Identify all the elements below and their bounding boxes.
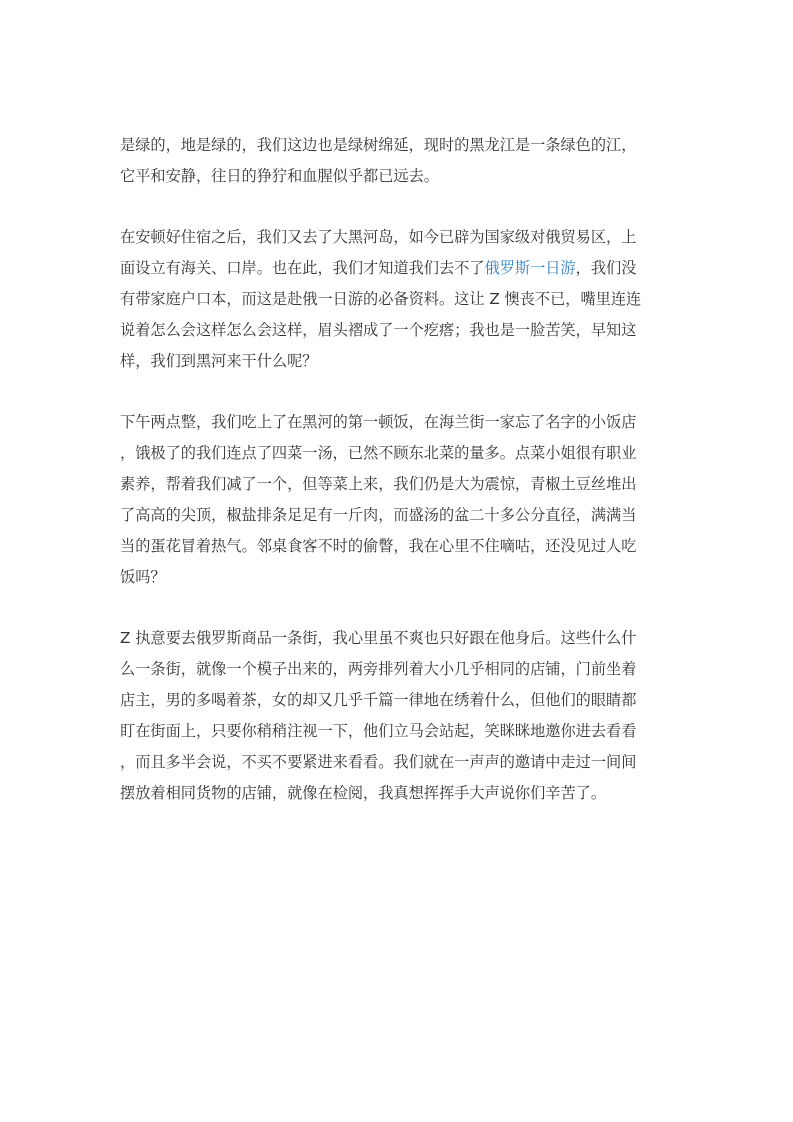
paragraph-2 (120, 222, 680, 377)
text-segment: 面设立有海关、口岸。也在此，我们才知道我们去不了 (120, 259, 485, 277)
text-line: 在安顿好住宿之后，我们又去了大黑河岛，如今已辟为国家级对俄贸易区，上 (120, 228, 637, 246)
text-line: Z 执意要去俄罗斯商品一条街，我心里虽不爽也只好跟在他身后。这些什么什 (120, 629, 637, 647)
paragraph-3 (120, 407, 680, 593)
paragraph-1 (120, 130, 680, 192)
text-segment: ，我们没 (575, 259, 637, 277)
text-line: 了高高的尖顶，椒盐排条足足有一斤肉，而盛汤的盆二十多公分直径，满满当 (120, 506, 637, 524)
text-line: 店主，男的多喝着茶，女的却又几乎千篇一律地在绣着什么，但他们的眼睛都 (120, 691, 637, 709)
text-line: 它平和安静，往日的狰狞和血腥似乎都已远去。 (120, 167, 439, 185)
text-line: 么一条街，就像一个模子出来的，两旁排列着大小几乎相同的店铺，门前坐着 (120, 660, 637, 678)
text-line: 素养，帮着我们减了一个，但等菜上来，我们仍是大为震惊，青椒土豆丝堆出 (120, 475, 637, 493)
russia-day-tour-link[interactable]: 俄罗斯一日游 (484, 259, 576, 277)
text-line: 样，我们到黑河来干什么呢？ (120, 352, 318, 370)
paragraph-4 (120, 623, 680, 809)
text-line: 盯在街面上，只要你稍稍注视一下，他们立马会站起，笑眯眯地邀你进去看看 (120, 722, 637, 740)
text-line: ，而且多半会说，不买不要紧进来看看。我们就在一声声的邀请中走过一间间 (120, 753, 637, 771)
text-line: 是绿的，地是绿的，我们这边也是绿树绵延，现时的黑龙江是一条绿色的江， (120, 136, 637, 154)
text-line: 摆放着相同货物的店铺，就像在检阅，我真想挥挥手大声说你们辛苦了。 (120, 784, 606, 802)
text-line: 当的蛋花冒着热气。邻桌食客不时的偷瞥，我在心里不住嘀咕，还没见过人吃 (120, 537, 637, 555)
document-page (120, 130, 680, 839)
text-line: 下午两点整，我们吃上了在黑河的第一顿饭，在海兰街一家忘了名字的小饭店 (120, 413, 637, 431)
text-line-with-link (120, 253, 680, 284)
text-line: ，饿极了的我们连点了四菜一汤，已然不顾东北菜的量多。点菜小姐很有职业 (120, 444, 637, 462)
text-line: 有带家庭户口本，而这是赴俄一日游的必备资料。这让 Z 懊丧不已，嘴里连连 (120, 290, 642, 308)
text-line: 说着怎么会这样怎么会这样，眉头褶成了一个疙瘩；我也是一脸苦笑，早知这 (120, 321, 637, 339)
text-line: 饭吗？ (120, 568, 166, 586)
